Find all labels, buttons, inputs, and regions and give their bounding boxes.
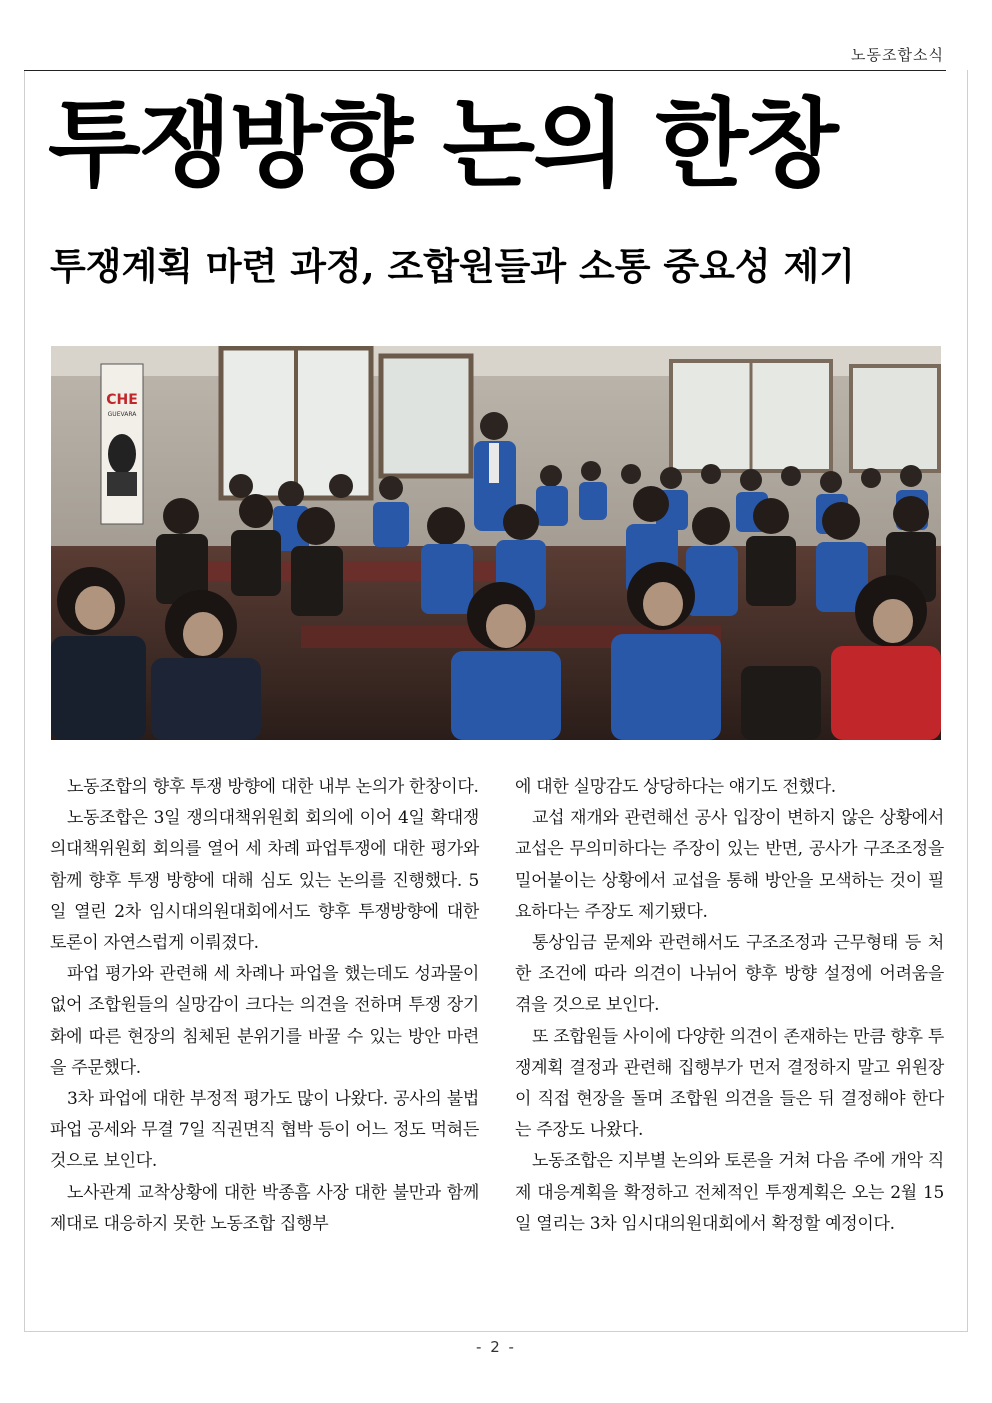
paragraph: 3차 파업에 대한 부정적 평가도 많이 나왔다. 공사의 불법파업 공세와 무결 7일 직권면직 협박 등이 어느 정도 먹혀든 것으로 보인다. (50, 1089, 479, 1172)
headline: 투쟁방향 논의 한창 (48, 88, 837, 200)
paragraph: 노사관계 교착상황에 대한 박종흠 사장 대한 불만과 함께 제대로 대응하지 못한 노동조합 집행부 (50, 1182, 479, 1234)
meeting-photo-illustration (51, 346, 941, 740)
subheadline: 투쟁계획 마련 과정, 조합원들과 소통 중요성 제기 (50, 244, 856, 288)
running-header: 노동조합소식 (851, 46, 944, 64)
paragraph: 노동조합의 향후 투쟁 방향에 대한 내부 논의가 한창이다. (67, 777, 479, 797)
meeting-photo (51, 346, 941, 740)
header-rule (24, 70, 946, 71)
article-column-right (515, 772, 944, 1322)
poster-text-che: CHE (106, 392, 138, 408)
article-column-left (50, 772, 479, 1322)
red-jacket (831, 646, 941, 740)
page-number: - 2 - (476, 1338, 516, 1356)
paragraph: 교섭 재개와 관련해선 공사 입장이 변하지 않은 상황에서 교섭은 무의미하다는 주장이 있는 반면, 공사가 구조조정을 밀어붙이는 상황에서 교섭을 통해 방안을 모색하는 것이 필요하다는 주장도 제기됐다. (515, 808, 944, 922)
wall-poster (101, 364, 143, 524)
paragraph: 파업 평가와 관련해 세 차례나 파업을 했는데도 성과물이 없어 조합원들의 실망감이 크다는 의견을 전하며 투쟁 장기화에 따른 현장의 침체된 분위기를 바꿀 수 있는 방안 마련을 주문했다. (50, 964, 479, 1078)
article-body (50, 772, 944, 1322)
paragraph: 노동조합은 3일 쟁의대책위원회 회의에 이어 4일 확대쟁의대책위원회 회의를 열어 세 차례 파업투쟁에 대한 평가와 함께 향후 투쟁 방향에 대해 심도 있는 논의를 진행했다. 5일 열린 2차 임시대의원대회에서도 향후 투쟁방향에 대한 토론이 자연스럽게 이뤄졌다. (50, 808, 479, 954)
paragraph: 노동조합은 지부별 논의와 토론을 거쳐 다음 주에 개악 직제 대응계획을 확정하고 전체적인 투쟁계획은 오는 2월 15일 열리는 3차 임시대의원대회에서 확정할 예정이다. (515, 1151, 944, 1234)
poster-text-guevara: GUEVARA (107, 411, 137, 418)
paragraph-continued: 에 대한 실망감도 상당하다는 얘기도 전했다. (515, 777, 836, 797)
paragraph: 또 조합원들 사이에 다양한 의견이 존재하는 만큼 향후 투쟁계획 결정과 관련해 집행부가 먼저 결정하지 말고 위원장이 직접 현장을 돌며 조합원 의견을 들은 뒤 결정해야 한다는 주장도 나왔다. (515, 1026, 944, 1141)
paragraph: 통상임금 문제와 관련해서도 구조조정과 근무형태 등 처한 조건에 따라 의견이 나뉘어 향후 방향 설정에 어려움을 겪을 것으로 보인다. (515, 933, 944, 1016)
